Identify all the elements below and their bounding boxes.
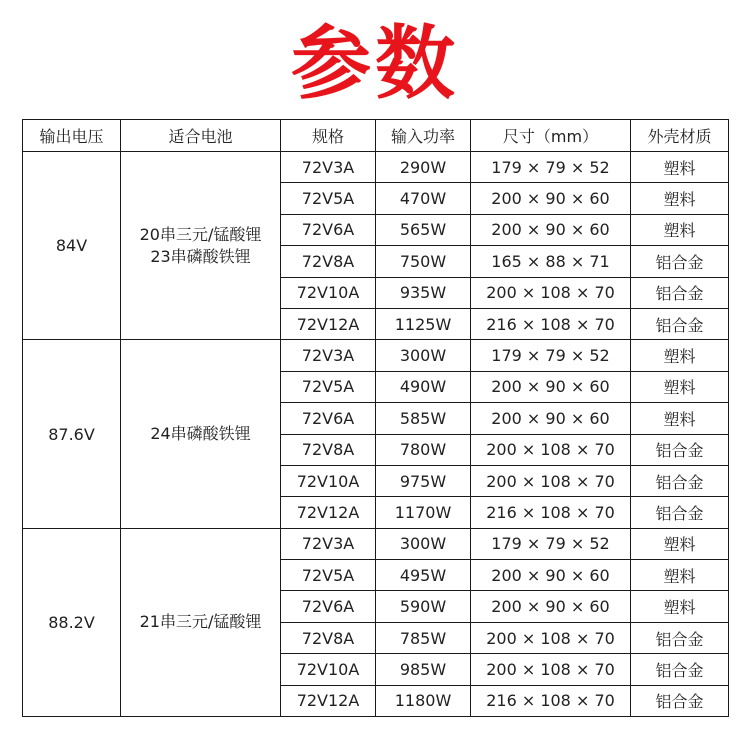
size-cell: 200 × 108 × 70 bbox=[471, 434, 631, 465]
input-power-cell: 1180W bbox=[376, 685, 471, 716]
spec-cell: 72V8A bbox=[281, 246, 376, 277]
spec-cell: 72V12A bbox=[281, 308, 376, 339]
spec-cell: 72V12A bbox=[281, 497, 376, 528]
output-voltage-cell: 87.6V bbox=[23, 340, 121, 528]
spec-cell: 72V8A bbox=[281, 622, 376, 653]
shell-material-cell: 塑料 bbox=[631, 528, 729, 559]
table-row bbox=[23, 340, 729, 371]
size-cell: 200 × 108 × 70 bbox=[471, 622, 631, 653]
input-power-cell: 590W bbox=[376, 591, 471, 622]
shell-material-cell: 铝合金 bbox=[631, 246, 729, 277]
spec-cell: 72V8A bbox=[281, 434, 376, 465]
shell-material-cell: 铝合金 bbox=[631, 654, 729, 685]
input-power-cell: 750W bbox=[376, 246, 471, 277]
spec-cell: 72V5A bbox=[281, 560, 376, 591]
size-cell: 200 × 90 × 60 bbox=[471, 371, 631, 402]
header-spec: 规格 bbox=[281, 120, 376, 152]
spec-cell: 72V12A bbox=[281, 685, 376, 716]
input-power-cell: 565W bbox=[376, 214, 471, 245]
spec-cell: 72V5A bbox=[281, 371, 376, 402]
size-cell: 200 × 90 × 60 bbox=[471, 403, 631, 434]
battery-type-line: 23串磷酸铁锂 bbox=[150, 246, 251, 266]
battery-type-cell bbox=[121, 528, 281, 716]
size-cell: 165 × 88 × 71 bbox=[471, 246, 631, 277]
spec-cell: 72V3A bbox=[281, 528, 376, 559]
shell-material-cell: 塑料 bbox=[631, 152, 729, 183]
output-voltage-cell: 84V bbox=[23, 152, 121, 340]
battery-type-cell bbox=[121, 340, 281, 528]
input-power-cell: 780W bbox=[376, 434, 471, 465]
shell-material-cell: 塑料 bbox=[631, 591, 729, 622]
size-cell: 216 × 108 × 70 bbox=[471, 685, 631, 716]
input-power-cell: 290W bbox=[376, 152, 471, 183]
shell-material-cell: 塑料 bbox=[631, 403, 729, 434]
shell-material-cell: 铝合金 bbox=[631, 277, 729, 308]
shell-material-cell: 塑料 bbox=[631, 560, 729, 591]
shell-material-cell: 铝合金 bbox=[631, 685, 729, 716]
size-cell: 179 × 79 × 52 bbox=[471, 152, 631, 183]
input-power-cell: 490W bbox=[376, 371, 471, 402]
spec-cell: 72V6A bbox=[281, 214, 376, 245]
shell-material-cell: 塑料 bbox=[631, 183, 729, 214]
header-output-voltage: 输出电压 bbox=[23, 120, 121, 152]
input-power-cell: 985W bbox=[376, 654, 471, 685]
input-power-cell: 975W bbox=[376, 465, 471, 496]
header-battery-type: 适合电池 bbox=[121, 120, 281, 152]
spec-cell: 72V5A bbox=[281, 183, 376, 214]
shell-material-cell: 铝合金 bbox=[631, 497, 729, 528]
shell-material-cell: 铝合金 bbox=[631, 465, 729, 496]
size-cell: 216 × 108 × 70 bbox=[471, 497, 631, 528]
spec-cell: 72V6A bbox=[281, 403, 376, 434]
size-cell: 200 × 90 × 60 bbox=[471, 214, 631, 245]
spec-table bbox=[22, 119, 729, 717]
input-power-cell: 935W bbox=[376, 277, 471, 308]
size-cell: 200 × 108 × 70 bbox=[471, 277, 631, 308]
size-cell: 200 × 90 × 60 bbox=[471, 183, 631, 214]
shell-material-cell: 铝合金 bbox=[631, 622, 729, 653]
table-body bbox=[23, 152, 729, 717]
header-row bbox=[23, 120, 729, 152]
spec-cell: 72V10A bbox=[281, 654, 376, 685]
table-row bbox=[23, 528, 729, 559]
input-power-cell: 1170W bbox=[376, 497, 471, 528]
header-size: 尺寸（mm） bbox=[471, 120, 631, 152]
battery-type-line: 24串磷酸铁锂 bbox=[150, 424, 251, 444]
header-shell-material: 外壳材质 bbox=[631, 120, 729, 152]
shell-material-cell: 铝合金 bbox=[631, 308, 729, 339]
size-cell: 200 × 90 × 60 bbox=[471, 591, 631, 622]
header-input-power: 输入功率 bbox=[376, 120, 471, 152]
spec-cell: 72V6A bbox=[281, 591, 376, 622]
size-cell: 216 × 108 × 70 bbox=[471, 308, 631, 339]
shell-material-cell: 塑料 bbox=[631, 214, 729, 245]
size-cell: 179 × 79 × 52 bbox=[471, 528, 631, 559]
page-title: 参数 bbox=[291, 17, 459, 110]
input-power-cell: 1125W bbox=[376, 308, 471, 339]
input-power-cell: 470W bbox=[376, 183, 471, 214]
input-power-cell: 300W bbox=[376, 340, 471, 371]
spec-cell: 72V3A bbox=[281, 152, 376, 183]
battery-type-line: 21串三元/锰酸锂 bbox=[139, 612, 262, 632]
spec-cell: 72V10A bbox=[281, 277, 376, 308]
shell-material-cell: 铝合金 bbox=[631, 434, 729, 465]
shell-material-cell: 塑料 bbox=[631, 371, 729, 402]
input-power-cell: 300W bbox=[376, 528, 471, 559]
table-row bbox=[23, 152, 729, 183]
battery-type-line: 20串三元/锰酸锂 bbox=[139, 224, 262, 244]
spec-cell: 72V3A bbox=[281, 340, 376, 371]
output-voltage-cell: 88.2V bbox=[23, 528, 121, 716]
spec-cell: 72V10A bbox=[281, 465, 376, 496]
size-cell: 200 × 108 × 70 bbox=[471, 465, 631, 496]
input-power-cell: 495W bbox=[376, 560, 471, 591]
battery-type-cell bbox=[121, 152, 281, 340]
input-power-cell: 785W bbox=[376, 622, 471, 653]
shell-material-cell: 塑料 bbox=[631, 340, 729, 371]
size-cell: 179 × 79 × 52 bbox=[471, 340, 631, 371]
size-cell: 200 × 90 × 60 bbox=[471, 560, 631, 591]
input-power-cell: 585W bbox=[376, 403, 471, 434]
size-cell: 200 × 108 × 70 bbox=[471, 654, 631, 685]
